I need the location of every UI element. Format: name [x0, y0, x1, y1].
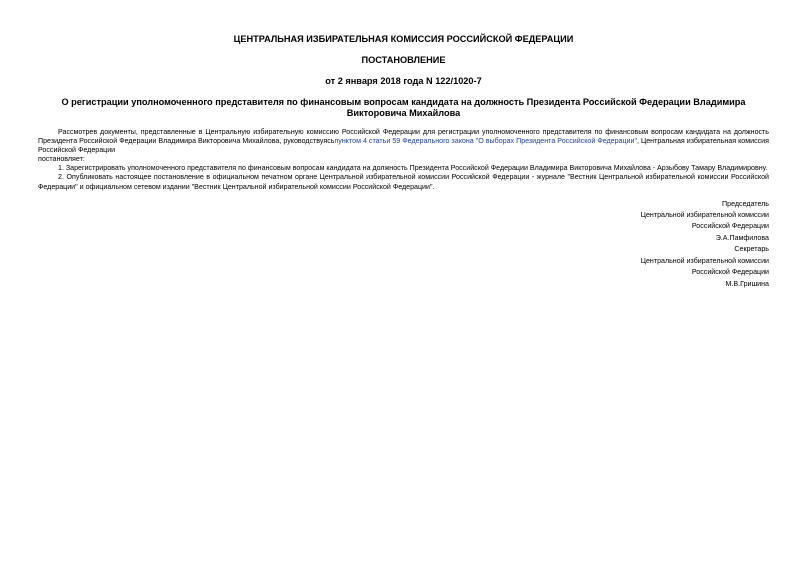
- secretary-org-line-1: Центральной избирательной комиссии: [640, 256, 769, 265]
- signature-block: [38, 199, 769, 290]
- document-type: ПОСТАНОВЛЕНИЕ: [361, 55, 446, 65]
- chair-name: Э.А.Памфилова: [715, 233, 769, 242]
- chair-org-line-2: Российской Федерации: [691, 222, 769, 231]
- document-page: [38, 34, 769, 290]
- document-body: [38, 128, 769, 192]
- secretary-org-line-2: Российской Федерации: [691, 268, 769, 277]
- resolution-item-2: 2. Опубликовать настоящее постановление в официальном печатном органе Центральной избирательной комиссии Российской Федерации - журнале "Вестник Центральной избирательной комиссии Российской Федерации" и официальном сетевом издании "Вестник Центральной избирательной комиссии Российской Федерации".: [38, 173, 769, 191]
- chair-org-line-1: Центральной избирательной комиссии: [640, 211, 769, 220]
- document-title: О регистрации уполномоченного представителя по финансовым вопросам кандидата на должность Президента Российской Федерации Владимира Викторовича Михайлова: [61, 97, 746, 118]
- chair-role: Председатель: [722, 199, 769, 208]
- law-reference-link[interactable]: пунктом 4 статьи 59 Федерального закона "О выборах Президента Российской Федерации": [334, 137, 637, 146]
- preamble-text-start: Рассмотрев документы, представленные в Центральную избирательную комиссию Российской Федерации для регистрации уполномоченного представителя по финансовым вопросам кандидата на должность Президента Российской Федерации Владимира Викторовича Михайлова, руководствуясь: [38, 128, 769, 146]
- secretary-name: М.В.Гришина: [725, 279, 769, 288]
- secretary-role: Секретарь: [734, 245, 769, 254]
- preamble-text-end: , Центральная избирательная комиссия Российской Федерации: [38, 137, 769, 155]
- resolution-item-1: 1. Зарегистрировать уполномоченного представителя по финансовым вопросам кандидата на должность Президента Российской Федерации Владимира Викторовича Михайлова - Арзыбову Тамару Владимировну.: [58, 164, 768, 173]
- issuing-organization: ЦЕНТРАЛЬНАЯ ИЗБИРАТЕЛЬНАЯ КОМИССИЯ РОССИЙСКОЙ ФЕДЕРАЦИИ: [233, 34, 574, 44]
- preamble-paragraph: [38, 128, 769, 155]
- decides-label: постановляет:: [38, 155, 85, 164]
- document-date-number: от 2 января 2018 года N 122/1020-7: [325, 76, 482, 86]
